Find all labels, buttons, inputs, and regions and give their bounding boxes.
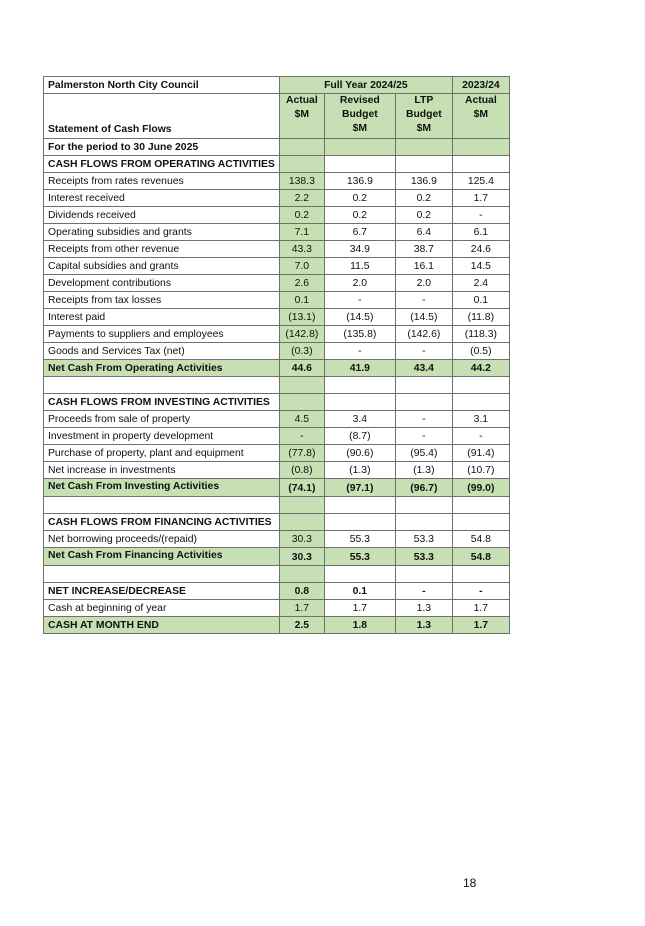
value-actual: 2.2	[279, 190, 324, 207]
value-revised-budget: 0.1	[324, 583, 395, 600]
cash-month-end-row	[44, 617, 510, 634]
empty-cell	[324, 377, 395, 394]
table-row	[44, 309, 510, 326]
table-row	[44, 411, 510, 428]
value-actual: (142.8)	[279, 326, 324, 343]
total-row-operating	[44, 360, 510, 377]
value-ltp-budget: (96.7)	[395, 479, 452, 497]
value-revised-budget: 3.4	[324, 411, 395, 428]
value-actual: (74.1)	[279, 479, 324, 497]
value-prior-actual: 54.8	[452, 548, 509, 566]
empty-cell	[395, 394, 452, 411]
table-row	[44, 343, 510, 360]
value-revised-budget: 0.2	[324, 190, 395, 207]
value-prior-actual: 6.1	[452, 224, 509, 241]
value-actual: (0.3)	[279, 343, 324, 360]
period-row	[44, 139, 510, 156]
value-actual: 43.3	[279, 241, 324, 258]
col-ltp-line3: $M	[416, 123, 432, 134]
section-title: CASH FLOWS FROM FINANCING ACTIVITIES	[44, 514, 280, 531]
org-name: Palmerston North City Council	[44, 77, 280, 94]
row-label: NET INCREASE/DECREASE	[44, 583, 280, 600]
table-row	[44, 241, 510, 258]
value-revised-budget: 41.9	[324, 360, 395, 377]
value-actual: -	[279, 428, 324, 445]
row-label: CASH AT MONTH END	[44, 617, 280, 634]
prior-year-header: 2023/24	[452, 77, 509, 94]
table-row	[44, 531, 510, 548]
value-actual: 30.3	[279, 548, 324, 566]
row-label: Goods and Services Tax (net)	[44, 343, 280, 360]
value-prior-actual: 54.8	[452, 531, 509, 548]
value-actual: (13.1)	[279, 309, 324, 326]
value-revised-budget: 55.3	[324, 548, 395, 566]
col-actual-line2: $M	[294, 109, 310, 120]
row-label: Operating subsidies and grants	[44, 224, 280, 241]
table-row	[44, 258, 510, 275]
value-revised-budget: (97.1)	[324, 479, 395, 497]
row-label: Interest received	[44, 190, 280, 207]
value-revised-budget: 11.5	[324, 258, 395, 275]
col-revised-line3: $M	[352, 123, 368, 134]
net-increase-row	[44, 583, 510, 600]
table-row	[44, 445, 510, 462]
value-ltp-budget: 53.3	[395, 531, 452, 548]
value-revised-budget: 1.7	[324, 600, 395, 617]
header-row-1	[44, 77, 510, 94]
empty-cell	[324, 394, 395, 411]
value-prior-actual: 24.6	[452, 241, 509, 258]
value-actual: 30.3	[279, 531, 324, 548]
col-ltp-line1: LTP	[414, 95, 434, 106]
value-ltp-budget: (1.3)	[395, 462, 452, 479]
empty-cell	[395, 377, 452, 394]
row-label: Receipts from tax losses	[44, 292, 280, 309]
value-prior-actual: 14.5	[452, 258, 509, 275]
row-label: Interest paid	[44, 309, 280, 326]
value-prior-actual: -	[452, 583, 509, 600]
empty-cell	[395, 514, 452, 531]
value-ltp-budget: 0.2	[395, 190, 452, 207]
row-label: Payments to suppliers and employees	[44, 326, 280, 343]
col-revised-line1: Revised	[339, 95, 380, 106]
section-title-row	[44, 394, 510, 411]
value-ltp-budget: (14.5)	[395, 309, 452, 326]
col-actual-header	[279, 94, 324, 139]
value-prior-actual: 0.1	[452, 292, 509, 309]
empty-cell	[452, 514, 509, 531]
value-ltp-budget: 0.2	[395, 207, 452, 224]
value-revised-budget: 6.7	[324, 224, 395, 241]
value-ltp-budget: 38.7	[395, 241, 452, 258]
empty-cell	[324, 566, 395, 583]
value-prior-actual: (91.4)	[452, 445, 509, 462]
value-actual: (0.8)	[279, 462, 324, 479]
empty-cell	[452, 139, 509, 156]
row-label: Investment in property development	[44, 428, 280, 445]
row-label: Net borrowing proceeds/(repaid)	[44, 531, 280, 548]
value-actual: 4.5	[279, 411, 324, 428]
empty-cell	[44, 566, 280, 583]
empty-cell	[395, 156, 452, 173]
table-row	[44, 207, 510, 224]
table-row	[44, 224, 510, 241]
value-prior-actual: 1.7	[452, 600, 509, 617]
value-actual: 0.2	[279, 207, 324, 224]
value-ltp-budget: 43.4	[395, 360, 452, 377]
col-ltp-header	[395, 94, 452, 139]
col-revised-line2: Budget	[341, 109, 378, 120]
value-ltp-budget: 16.1	[395, 258, 452, 275]
value-revised-budget: 0.2	[324, 207, 395, 224]
empty-cell	[452, 156, 509, 173]
cash-beginning-row	[44, 600, 510, 617]
value-revised-budget: 34.9	[324, 241, 395, 258]
value-prior-actual: 125.4	[452, 173, 509, 190]
value-ltp-budget: 6.4	[395, 224, 452, 241]
cash-flow-table	[43, 76, 510, 634]
empty-cell	[452, 497, 509, 514]
value-revised-budget: (1.3)	[324, 462, 395, 479]
value-prior-actual: 2.4	[452, 275, 509, 292]
empty-cell	[279, 497, 324, 514]
section-title: CASH FLOWS FROM INVESTING ACTIVITIES	[44, 394, 280, 411]
empty-cell	[279, 514, 324, 531]
row-label: Net Cash From Operating Activities	[44, 360, 280, 377]
table-row	[44, 428, 510, 445]
table-row	[44, 190, 510, 207]
col-revised-header	[324, 94, 395, 139]
spacer-row	[44, 566, 510, 583]
table-row	[44, 292, 510, 309]
value-actual: 0.8	[279, 583, 324, 600]
section-title-row	[44, 514, 510, 531]
value-actual: (77.8)	[279, 445, 324, 462]
table-row	[44, 173, 510, 190]
value-ltp-budget: -	[395, 343, 452, 360]
row-label: Net Cash From Investing Activities	[44, 479, 280, 497]
empty-cell	[324, 139, 395, 156]
value-ltp-budget: -	[395, 411, 452, 428]
empty-cell	[324, 156, 395, 173]
empty-cell	[44, 497, 280, 514]
value-revised-budget: 136.9	[324, 173, 395, 190]
value-actual: 7.1	[279, 224, 324, 241]
value-ltp-budget: -	[395, 583, 452, 600]
value-prior-actual: -	[452, 207, 509, 224]
row-label: Receipts from other revenue	[44, 241, 280, 258]
empty-cell	[279, 566, 324, 583]
value-ltp-budget: 136.9	[395, 173, 452, 190]
full-year-header: Full Year 2024/25	[279, 77, 452, 94]
value-revised-budget: -	[324, 292, 395, 309]
total-row-financing	[44, 548, 510, 566]
value-ltp-budget: 1.3	[395, 600, 452, 617]
empty-cell	[395, 497, 452, 514]
empty-cell	[452, 566, 509, 583]
row-label: Proceeds from sale of property	[44, 411, 280, 428]
value-prior-actual: 44.2	[452, 360, 509, 377]
value-ltp-budget: (95.4)	[395, 445, 452, 462]
header-row-2	[44, 94, 510, 139]
empty-cell	[279, 394, 324, 411]
value-actual: 138.3	[279, 173, 324, 190]
value-actual: 2.6	[279, 275, 324, 292]
value-revised-budget: (135.8)	[324, 326, 395, 343]
value-actual: 44.6	[279, 360, 324, 377]
value-prior-actual: (99.0)	[452, 479, 509, 497]
row-label: Receipts from rates revenues	[44, 173, 280, 190]
value-ltp-budget: 2.0	[395, 275, 452, 292]
table-row	[44, 275, 510, 292]
table-row	[44, 326, 510, 343]
value-ltp-budget: -	[395, 292, 452, 309]
value-revised-budget: 2.0	[324, 275, 395, 292]
value-prior-actual: (118.3)	[452, 326, 509, 343]
value-revised-budget: -	[324, 343, 395, 360]
value-ltp-budget: 1.3	[395, 617, 452, 634]
value-ltp-budget: (142.6)	[395, 326, 452, 343]
value-prior-actual: 1.7	[452, 190, 509, 207]
spacer-row	[44, 377, 510, 394]
empty-cell	[279, 139, 324, 156]
col-ltp-line2: Budget	[405, 109, 442, 120]
empty-cell	[279, 377, 324, 394]
value-ltp-budget: -	[395, 428, 452, 445]
value-actual: 0.1	[279, 292, 324, 309]
row-label: Net Cash From Financing Activities	[44, 548, 280, 566]
value-revised-budget: (14.5)	[324, 309, 395, 326]
value-prior-actual: (11.8)	[452, 309, 509, 326]
value-revised-budget: (8.7)	[324, 428, 395, 445]
statement-title: Statement of Cash Flows	[44, 94, 280, 139]
total-row-investing	[44, 479, 510, 497]
row-label: Dividends received	[44, 207, 280, 224]
row-label: Purchase of property, plant and equipment	[44, 445, 280, 462]
empty-cell	[279, 156, 324, 173]
col-prior-line1: Actual	[464, 95, 497, 106]
empty-cell	[452, 394, 509, 411]
empty-cell	[324, 497, 395, 514]
value-actual: 1.7	[279, 600, 324, 617]
value-prior-actual: -	[452, 428, 509, 445]
value-actual: 2.5	[279, 617, 324, 634]
empty-cell	[395, 139, 452, 156]
spacer-row	[44, 497, 510, 514]
value-revised-budget: 55.3	[324, 531, 395, 548]
empty-cell	[324, 514, 395, 531]
row-label: Net increase in investments	[44, 462, 280, 479]
col-prior-header	[452, 94, 509, 139]
value-prior-actual: 3.1	[452, 411, 509, 428]
value-prior-actual: 1.7	[452, 617, 509, 634]
table-row	[44, 462, 510, 479]
value-revised-budget: (90.6)	[324, 445, 395, 462]
period-label: For the period to 30 June 2025	[44, 139, 280, 156]
row-label: Cash at beginning of year	[44, 600, 280, 617]
value-ltp-budget: 53.3	[395, 548, 452, 566]
empty-cell	[395, 566, 452, 583]
empty-cell	[452, 377, 509, 394]
page-number: 18	[463, 876, 477, 890]
row-label: Development contributions	[44, 275, 280, 292]
empty-cell	[44, 377, 280, 394]
row-label: Capital subsidies and grants	[44, 258, 280, 275]
value-prior-actual: (0.5)	[452, 343, 509, 360]
value-actual: 7.0	[279, 258, 324, 275]
col-actual-line1: Actual	[285, 95, 318, 106]
col-prior-line2: $M	[473, 109, 489, 120]
section-title: CASH FLOWS FROM OPERATING ACTIVITIES	[44, 156, 280, 173]
value-revised-budget: 1.8	[324, 617, 395, 634]
value-prior-actual: (10.7)	[452, 462, 509, 479]
section-title-row	[44, 156, 510, 173]
